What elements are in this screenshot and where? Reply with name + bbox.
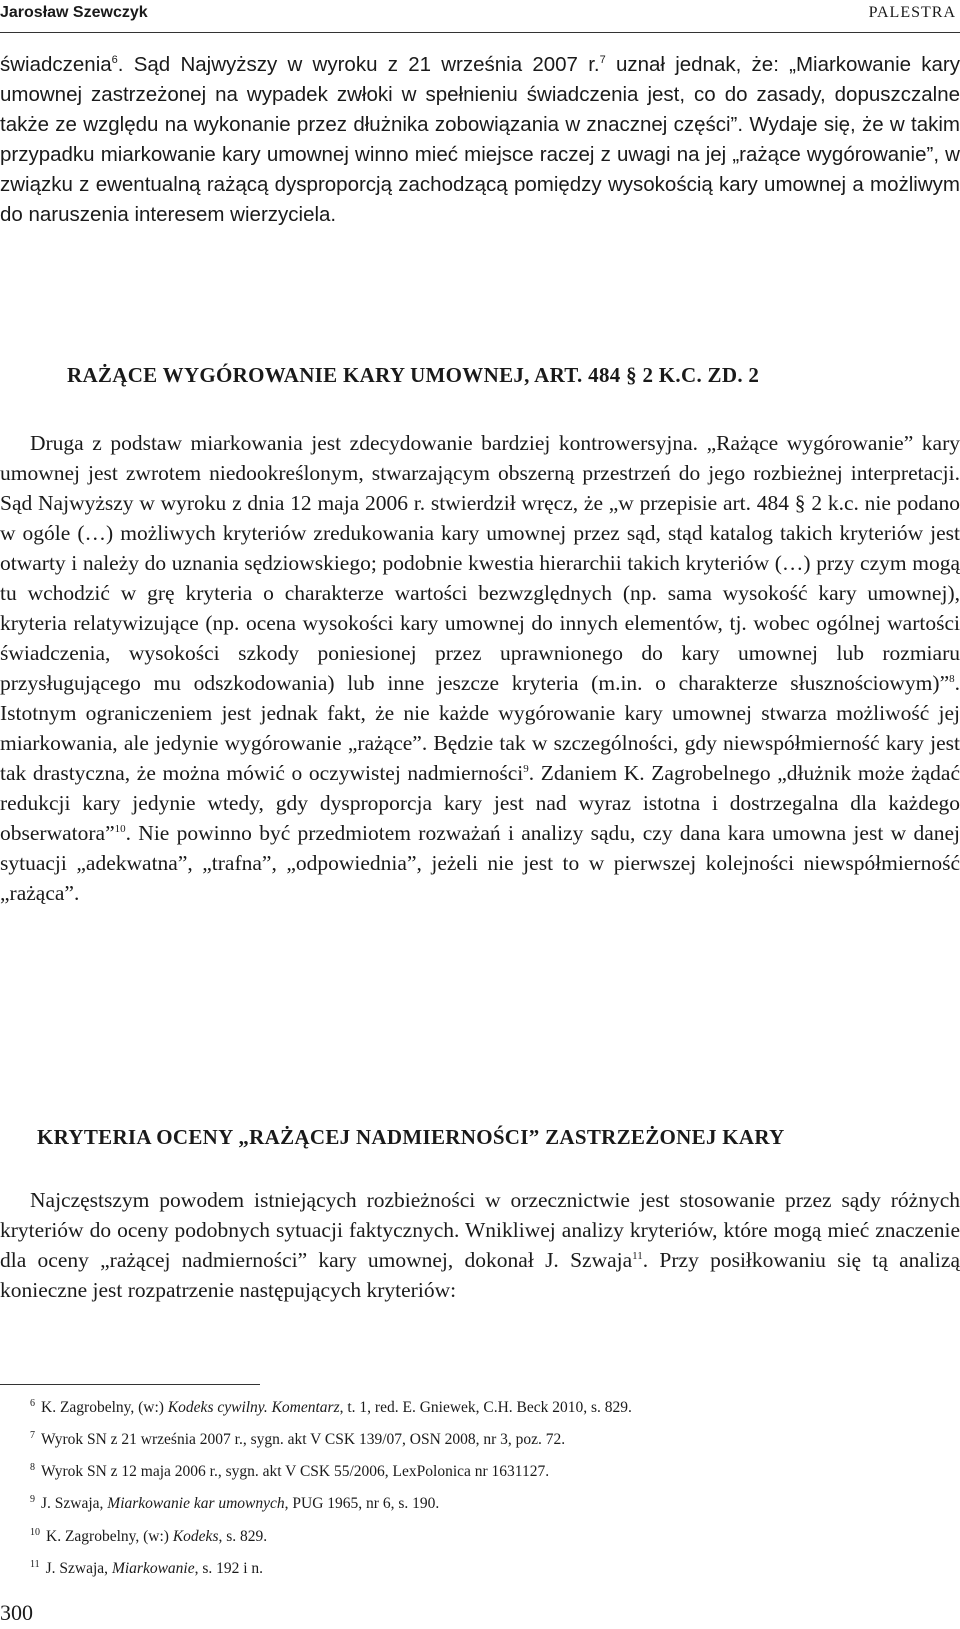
footnote-title: Miarkowanie <box>111 1559 195 1577</box>
footnote-6 <box>30 1390 930 1422</box>
footnote-number: 6 <box>30 1398 35 1409</box>
footnote-title: Kodeks <box>172 1527 219 1545</box>
footnotes <box>30 1390 930 1583</box>
footnote-number: 11 <box>30 1558 40 1570</box>
footnote-ref-6[interactable]: 6 <box>111 54 118 67</box>
footnote-10 <box>30 1519 930 1551</box>
section-2-body <box>0 1185 960 1305</box>
s2-text-2: . Przy posiłkowaniu się tą analizą konieczne jest rozpatrzenie następujących kryteriów: <box>0 1248 960 1302</box>
footnote-text: Wyrok SN z 21 września 2007 r., sygn. akt V CSK 139/07, OSN 2008, nr 3, poz. 72. <box>41 1431 566 1449</box>
footnote-text-end: , s. 192 i n. <box>194 1559 264 1577</box>
s1-text-2: . Istotnym ograniczeniem jest jednak fakt, że nie każde wygórowanie kary umownej stwarza możliwość jej miarkowania, ale jedynie wygórowanie „rażące”. Będzie tak w szczególności, gdy niewspółmierność kary jest tak drastyczna, że można mówić o oczywistej nadmierności <box>0 671 960 785</box>
footnote-ref-8[interactable]: 8 <box>949 672 955 685</box>
footnote-ref-10[interactable]: 10 <box>114 822 126 835</box>
section-2-paragraph <box>0 1185 960 1305</box>
footnote-text-end: , t. 1, red. E. Gniewek, C.H. Beck 2010, s. 829. <box>339 1399 632 1417</box>
footnote-7 <box>30 1422 930 1454</box>
footnote-text: Wyrok SN z 12 maja 2006 r., sygn. akt V CSK 55/2006, LexPolonica nr 1631127. <box>41 1463 550 1481</box>
header-author: Jarosław Szewczyk <box>0 4 148 21</box>
footnote-text: J. Szwaja, <box>41 1495 108 1513</box>
s1-text-1: Druga z podstaw miarkowania jest zdecydowanie bardziej kontrowersyjna. „Rażące wygórowanie” kary umownej jest zwrotem niedookreślonym, stwarzającym obszerną przestrzeń do jego rozbieżnej interpretacji. Sąd Najwyższy w wyroku z dnia 12 maja 2006 r. stwierdził wręcz, że „w przepisie art. 484 § 2 k.c. nie podano w ogóle (…) możliwych kryteriów zredukowania kary umownej przez sąd, stąd katalog takich kryteriów jest otwarty i należy do uznania sędziowskiego; podobnie kwestia hierarchii takich kryteriów (…) przy czym mogą tu wchodzić w grę kryteria o charakterze wartości bezwzględnych (np. sama wysokość kary umownej), kryteria relatywizujące (np. ocena wysokości kary umownej do innych elementów, tj. wobec ogólnej wartości świadczenia, wysokości szkody poniesionej przez uprawnionego do kary umownej lub rozmiaru przysługującego mu odszkodowania) lub inne jeszcze kryteria (m.in. o charakterze słusznościowym)” <box>0 431 960 695</box>
footnote-text: K. Zagrobelny, (w:) <box>41 1399 168 1417</box>
section-1-body <box>0 428 960 908</box>
footnote-9 <box>30 1486 930 1518</box>
footnote-title: Kodeks cywilny. Komentarz <box>167 1399 340 1417</box>
intro-text-2: . Sąd Najwyższy w wyroku z 21 września 2007 r. <box>117 53 600 76</box>
section-1-paragraph <box>0 428 960 908</box>
footnote-ref-9[interactable]: 9 <box>523 762 529 775</box>
s1-text-3: . Zdaniem K. Zagrobelnego „dłużnik może żądać redukcji kary jedynie wtedy, gdy dysproporcja kary jest nad wyraz istotna i dostrzegalna dla każdego obserwatora” <box>0 761 960 845</box>
footnote-number: 9 <box>30 1494 35 1506</box>
footnote-number: 8 <box>30 1462 35 1474</box>
running-header <box>0 0 960 34</box>
footnote-separator <box>0 1384 260 1385</box>
footnote-ref-7[interactable]: 7 <box>599 54 606 67</box>
header-journal: PALESTRA <box>868 4 956 21</box>
footnote-11 <box>30 1551 930 1583</box>
intro-text-1: świadczenia <box>0 53 112 76</box>
header-rule <box>0 32 960 33</box>
footnote-8 <box>30 1454 930 1486</box>
intro-text-3: uznał jednak, że: „Miarkowanie kary umownej zastrzeżonej na wypadek zwłoki w spełnieniu świadczenia jest, co do zasady, dopuszczalne także ze względu na wykonanie przez dłużnika zobowiązania w znacznej części”. Wydaje się, że w takim przypadku miarkowanie kary umownej winno mieć miejsce raczej z uwagi na jej „rażące wygórowanie”, w związku z ewentualną rażącą dysproporcją zachodzącą pomiędzy wysokością kary umownej a możliwym do naruszenia interesem wierzyciela. <box>0 53 960 226</box>
footnote-text-end: , PUG 1965, nr 6, s. 190. <box>284 1495 440 1513</box>
footnote-text: J. Szwaja, <box>45 1559 112 1577</box>
footnote-text-end: , s. 829. <box>218 1527 268 1545</box>
section-heading-2: KRYTERIA OCENY „RAŻĄCEJ NADMIERNOŚCI” ZASTRZEŻONEJ KARY <box>37 1125 785 1149</box>
s2-text-1: Najczęstszym powodem istniejących rozbieżności w orzecznictwie jest stosowanie przez sądy różnych kryteriów do oceny podobnych sytuacji faktycznych. Wnikliwej analizy kryteriów, które mogą mieć znaczenie dla oceny „rażącej nadmierności” kary umownej, dokonał J. Szwaja <box>0 1188 960 1272</box>
footnote-text: K. Zagrobelny, (w:) <box>46 1527 173 1545</box>
footnote-ref-11[interactable]: 11 <box>632 1249 643 1262</box>
section-heading-1: RAŻĄCE WYGÓROWANIE KARY UMOWNEJ, ART. 484 § 2 K.C. ZD. 2 <box>67 363 760 387</box>
footnote-title: Miarkowanie kar umownych <box>107 1495 285 1513</box>
intro-paragraph <box>0 50 960 230</box>
intro-paragraph-block <box>0 50 960 230</box>
footnote-number: 10 <box>30 1526 40 1538</box>
footnote-number: 7 <box>30 1430 35 1442</box>
s1-text-4: . Nie powinno być przedmiotem rozważań i analizy sądu, czy dana kara umowna jest w danej sytuacji „adekwatna”, „trafna”, „odpowiednia”, jeżeli nie jest to w pierwszej kolejności niewspółmierność „rażąca”. <box>0 821 960 905</box>
page-number: 300 <box>0 1600 33 1625</box>
